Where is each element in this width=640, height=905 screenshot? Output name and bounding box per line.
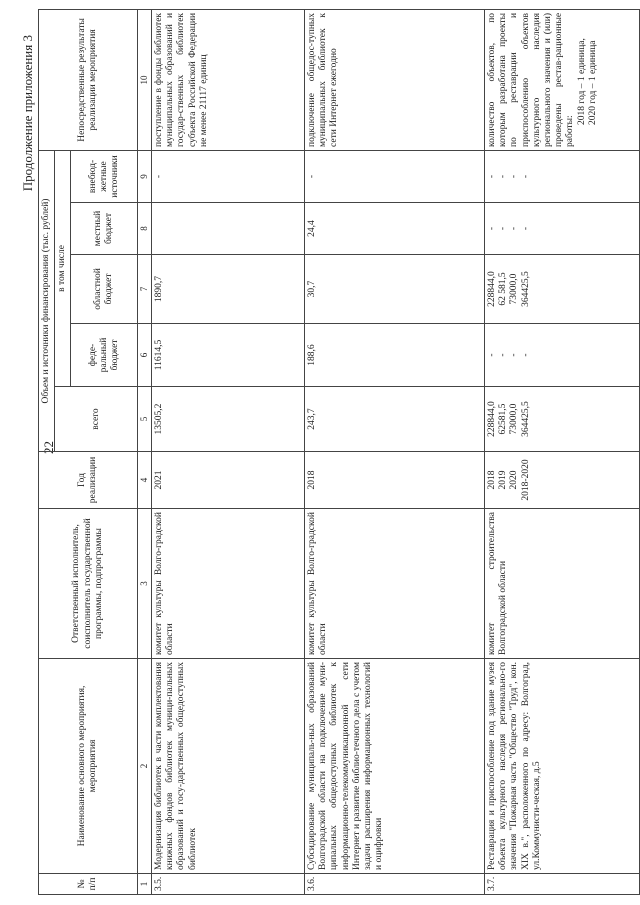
row-executor: комитет культуры Волго-градской области [305,509,485,659]
row-local [485,203,640,255]
row-federal [485,324,640,387]
total-value: 62581,5 [498,403,509,435]
row-regional: 1890,7 [152,255,305,324]
row-name: Субсидирование муниципаль-ных образований Волгоградской области на подключение муни-ципальных общедоступных библиотек к информационно-телекоммуникационной сети Интернет и развитие библио-течного дела с учетом задачи расширения информационных технологий и оцифровки [305,659,485,874]
row-extra: - [152,150,305,202]
year-value: 2020 [509,470,520,490]
header-federal: феде-ральный бюджет [71,324,138,387]
total-value: 364425,5 [520,401,531,437]
row-local: 24,4 [305,203,485,255]
local-value: - [520,226,531,231]
result-line: 2020 год – 1 единица [587,40,598,125]
row-result [485,9,640,150]
table-row [152,9,305,894]
table-row [485,9,640,894]
col-index-5: 5 [138,387,152,452]
row-num: 3.5. [152,874,305,895]
row-executor: комитет строительства Волгоградской области [485,509,640,659]
row-year: 2021 [152,452,305,509]
col-index-2: 2 [138,659,152,874]
row-extra: - [305,150,485,202]
header-year: Год реализации [39,452,138,509]
extra-value: - [520,174,531,179]
row-total: 243,7 [305,387,485,452]
header-local: местный бюджет [71,203,138,255]
col-index-8: 8 [138,203,152,255]
row-year [485,452,640,509]
local-value: - [509,226,520,231]
local-value: - [487,226,498,231]
row-result-text: количество объектов, по которым разработана проекты по реставрации и приспособлению объектов культурного наследия регионального значения и (или) проведены рестав-рационные работы: [487,12,576,147]
row-local [152,203,305,255]
header-num: № п/п [39,874,138,895]
header-name: Наименование основного мероприятия, мероприятия [39,659,138,874]
row-result: поступление в фонды библиотек муниципальных образований и государ-ственных библиотек субъекта Российской Федерации не менее 21117 единиц [152,9,305,150]
continuation-title: Продолжение приложения 3 [20,35,35,192]
extra-value: - [487,174,498,179]
header-incl: в том числе [55,150,71,386]
federal-value: - [520,353,531,357]
local-value: - [498,226,509,231]
row-name: Реставрация и приспособление под здание музея объекта культурного наследия регионально-го значения "Пожарная часть "Общество "Труд", кон. XIX в.", расположенного по адресу: Волгоград, ул.Коммунисти-ческая, д.5 [485,659,640,874]
header-executor: Ответственный исполнитель, соисполнитель государственной программы, подпрограммы [39,509,138,659]
row-num: 3.7. [485,874,640,895]
header-total: всего [55,387,138,452]
year-value: 2019 [498,470,509,490]
table-row [305,9,485,894]
row-year: 2018 [305,452,485,509]
row-regional [485,255,640,324]
row-federal: 11614,5 [152,324,305,387]
row-executor: комитет культуры Волго-градской области [152,509,305,659]
regional-value: 228844,0 [487,271,498,307]
col-index-6: 6 [138,324,152,387]
row-name: Модернизация библиотек в части комплектования книжных фондов библиотек муници-пальных образований и госу-дарственных общедоступных библиотек [152,659,305,874]
col-index-1: 1 [138,874,152,895]
row-extra [485,150,640,202]
extra-value: - [509,174,520,179]
header-results: Непосредственные результаты реализации мероприятия [39,9,138,150]
row-federal: 188,6 [305,324,485,387]
year-value: 2018 [487,470,498,490]
row-result: подключение общедос-тупных муниципальных библиотек к сети Интернет ежегодно [305,9,485,150]
col-index-10: 10 [138,9,152,150]
total-value: 73000,0 [509,403,520,435]
header-extra: внебюд-жетные источники [71,150,138,202]
federal-value: - [487,353,498,357]
row-regional: 30,7 [305,255,485,324]
col-index-9: 9 [138,150,152,202]
header-financing: Объем и источники финансирования (тыс. рублей) [39,150,55,451]
regional-value: 62 581,5 [498,272,509,306]
row-num: 3.6. [305,874,485,895]
result-line: 2018 год – 1 единица, [576,38,587,125]
year-value: 2018-2020 [520,459,531,501]
row-total: 13505,2 [152,387,305,452]
extra-value: - [498,174,509,179]
col-index-3: 3 [138,509,152,659]
total-value: 228844,0 [487,401,498,437]
header-regional: областной бюджет [71,255,138,324]
col-index-4: 4 [138,452,152,509]
col-index-7: 7 [138,255,152,324]
page-number: 22 [41,441,56,454]
row-total [485,387,640,452]
federal-value: - [498,353,509,357]
regional-value: 73000,0 [509,273,520,305]
regional-value: 364425,5 [520,271,531,307]
federal-value: - [509,353,520,357]
program-measures-table [38,9,640,895]
